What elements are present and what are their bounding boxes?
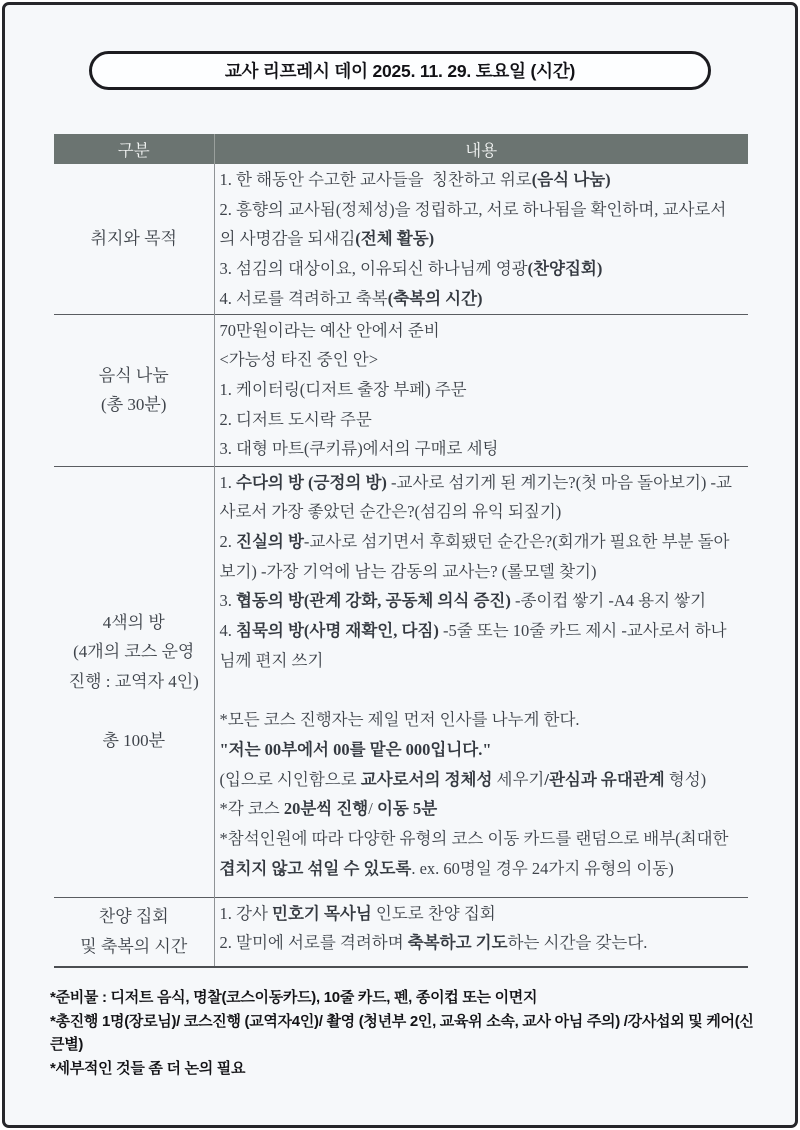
content-text: -5줄 또는 10줄 카드 제시 -교사로서 하나님께 편지 쓰기 xyxy=(219,621,727,670)
column-header-category: 구분 xyxy=(54,134,214,164)
content-text: 3. xyxy=(219,591,236,611)
table-row xyxy=(54,314,748,466)
content-text: 2. xyxy=(219,531,236,551)
content-line xyxy=(220,345,743,375)
row-label-line: 취지와 목적 xyxy=(90,229,177,248)
content-text: 1. 한 해동안 수고한 교사들을 칭찬하고 위로 xyxy=(219,170,532,189)
content-line xyxy=(220,899,743,929)
row-label-line: (총 30분) xyxy=(101,395,167,415)
content-text-bold: 겹치지 않고 섞일 수 있도록 xyxy=(219,858,412,878)
table-row xyxy=(54,897,748,967)
content-line xyxy=(220,675,743,705)
content-text: 형성) xyxy=(664,769,707,789)
content-text: 3. 섬김의 대상이요, 이유되신 하나님께 영광 xyxy=(219,259,528,279)
footnote-line: *총진행 1명(장로님)/ 코스진행 (교역자4인)/ 촬영 (청년부 2인, 교육위 소속, 교사 아님 주의) /강사섭외 및 케어(신큰별) xyxy=(50,1012,754,1053)
content-line xyxy=(220,794,743,824)
content-text-bold: 민호기 목사님 xyxy=(272,903,372,923)
content-text: *참석인원에 따라 다양한 유형의 코스 이동 카드를 랜덤으로 배부(최대한 xyxy=(219,828,733,848)
row-label xyxy=(54,314,214,466)
content-text: *모든 코스 진행자는 제일 먼저 인사를 나누게 한다. xyxy=(219,710,580,730)
content-line xyxy=(220,765,743,795)
content-text: 2. 말미에 서로를 격려하며 xyxy=(219,933,408,953)
title-pill xyxy=(89,51,711,90)
row-label xyxy=(54,164,214,314)
content-line xyxy=(220,735,743,765)
content-text: 3. 대형 마트(쿠키류)에서의 구매로 세팅 xyxy=(219,439,499,459)
content-text-bold: 20분씩 진행 xyxy=(283,799,369,819)
schedule-table xyxy=(54,134,748,968)
content-text-bold: 이동 5분 xyxy=(376,799,438,819)
content-text: -교사로 섬기면서 후회됐던 순간은?(회개가 필요한 부분 돌아보기) -가장 기억에 남는 감동의 교사는? (롤모델 찾기) xyxy=(219,531,730,581)
row-label-line: 4색의 방 xyxy=(102,612,165,632)
content-text-bold: (음식 나눔) xyxy=(531,170,611,189)
content-line xyxy=(220,468,743,527)
content-line xyxy=(220,375,743,405)
table-header-row xyxy=(54,134,748,164)
page-frame xyxy=(2,2,798,1128)
column-header-content: 내용 xyxy=(214,134,748,164)
content-text: 1. xyxy=(219,472,236,492)
content-text: 4. 서로를 격려하고 축복 xyxy=(219,288,388,308)
content-text-bold: (전체 활동) xyxy=(355,229,435,249)
content-text-bold: 교사로서의 정체성 xyxy=(360,769,493,789)
row-label-line: 총 100분 xyxy=(102,730,166,750)
row-content xyxy=(214,897,748,967)
content-text: -종이컵 쌓기 -A4 용지 쌓기 xyxy=(510,591,707,611)
content-line xyxy=(220,824,743,883)
content-text: <가능성 타진 중인 안> xyxy=(219,350,378,370)
content-text: 인도로 찬양 집회 xyxy=(371,903,496,923)
row-label-line: 찬양 집회 xyxy=(98,907,169,927)
content-text: 세우기 xyxy=(492,769,545,789)
content-text: 1. 강사 xyxy=(219,903,273,923)
content-text: 하는 시간을 갖는다. xyxy=(507,933,648,953)
content-text: -교사로 섬기게 된 계기는?(첫 마음 돌아보기) -교사로서 가장 좋았던 순간은?(섬김의 유익 되짚기) xyxy=(219,472,732,522)
schedule-table-wrap xyxy=(54,134,748,968)
row-label xyxy=(54,897,214,967)
table-row xyxy=(54,466,748,897)
content-line xyxy=(220,195,743,254)
content-line xyxy=(220,705,743,735)
footnotes xyxy=(50,986,760,1080)
content-text-bold: "저는 00부에서 00를 맡은 000입니다." xyxy=(219,739,492,759)
row-label-line: 진행 : 교역자 4인) xyxy=(68,671,199,691)
content-text: 2. 디저트 도시락 주문 xyxy=(219,409,372,429)
content-text: 70만원이라는 예산 안에서 준비 xyxy=(219,320,440,340)
row-content xyxy=(214,466,748,897)
row-label-line: (4개의 코스 운영 xyxy=(73,642,195,662)
content-line xyxy=(220,284,743,314)
content-text: *각 코스 xyxy=(219,799,284,819)
footnote-line: *세부적인 것들 좀 더 논의 필요 xyxy=(50,1059,246,1077)
content-line xyxy=(220,316,743,346)
content-line xyxy=(220,928,743,958)
page-title: 교사 리프레시 데이 2025. 11. 29. 토요일 (시간) xyxy=(224,61,576,81)
content-line xyxy=(220,405,743,435)
schedule-table-body xyxy=(54,134,748,967)
content-text: 1. 케이터링(디저트 출장 부페) 주문 xyxy=(219,379,467,399)
row-content xyxy=(214,314,748,466)
content-line xyxy=(220,254,743,284)
content-text-bold: 침묵의 방(사명 재확인, 다짐) xyxy=(236,621,439,641)
content-text: / xyxy=(368,799,377,819)
content-text: 2. 흥향의 교사됨(정체성)을 정립하고, 서로 하나됨을 확인하며, 교사로서의 사명감을 되새김 xyxy=(219,199,727,249)
content-text-bold: (찬양집회) xyxy=(527,259,603,279)
footnote-line: *준비물 : 디저트 음식, 명찰(코스이동카드), 10줄 카드, 펜, 종이컵 또는 이면지 xyxy=(50,989,538,1006)
content-text: (입으로 시인함으로 xyxy=(219,769,361,789)
content-text-bold: 수다의 방 (긍정의 방) xyxy=(236,472,387,492)
content-line xyxy=(220,527,743,586)
row-label-line: 및 축복의 시간 xyxy=(80,936,188,956)
content-line xyxy=(220,586,743,616)
content-text-bold: 축복하고 기도 xyxy=(407,933,508,953)
row-content xyxy=(214,164,748,314)
content-line xyxy=(220,616,743,675)
content-text-bold: (축복의 시간) xyxy=(387,288,483,308)
content-text: . ex. 60명일 경우 24가지 유형의 이동) xyxy=(411,858,674,878)
content-text xyxy=(220,680,224,699)
content-text-bold: 협동의 방(관계 강화, 공동체 의식 증진) xyxy=(236,591,511,611)
content-text-bold: 진실의 방 xyxy=(236,531,304,551)
content-text-bold: /관심과 유대관계 xyxy=(544,769,665,789)
row-label-line xyxy=(58,696,210,726)
row-label-line: 음식 나눔 xyxy=(98,365,169,385)
table-row xyxy=(54,164,748,314)
content-line xyxy=(220,434,743,464)
row-label xyxy=(54,466,214,897)
content-line xyxy=(220,165,743,195)
content-text: 4. xyxy=(219,621,236,641)
